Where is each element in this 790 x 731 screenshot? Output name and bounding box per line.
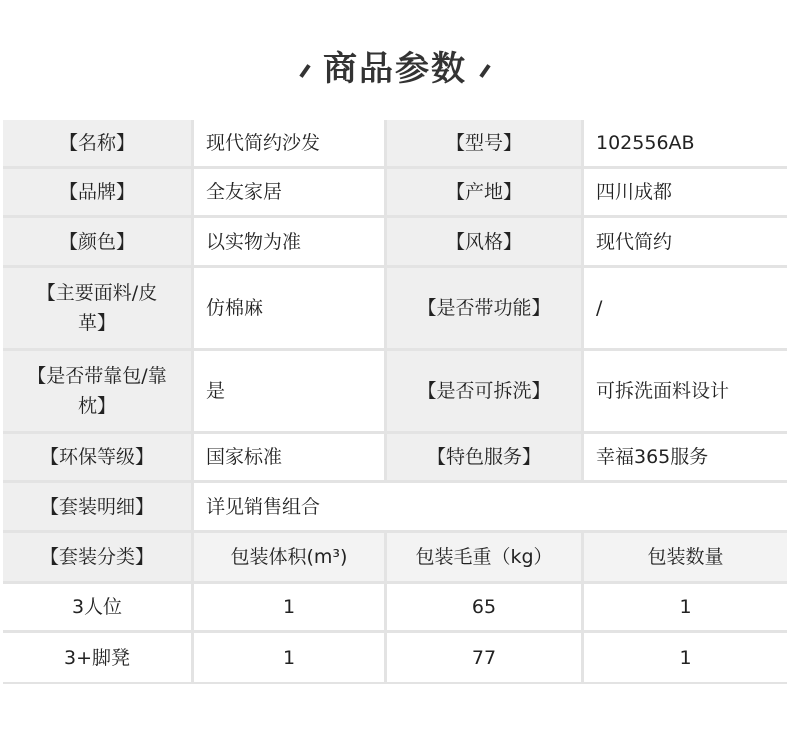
page-title: 商品参数 bbox=[323, 48, 467, 89]
label-color: 【颜色】 bbox=[3, 218, 191, 265]
label-origin: 【产地】 bbox=[387, 169, 581, 215]
label-washable: 【是否可拆洗】 bbox=[387, 351, 581, 431]
header-volume: 包装体积(m³) bbox=[194, 533, 384, 581]
label-function: 【是否带功能】 bbox=[387, 268, 581, 348]
value-name: 现代简约沙发 bbox=[194, 120, 384, 166]
label-material-line1: 【主要面料/皮 bbox=[36, 282, 158, 304]
label-cushion-line1: 【是否带靠包/靠 bbox=[27, 365, 167, 387]
table-row-1-category: 3人位 bbox=[3, 584, 191, 630]
label-set-detail: 【套装明细】 bbox=[3, 483, 191, 530]
table-row-2-quantity: 1 bbox=[584, 633, 787, 682]
title-right-mark bbox=[479, 64, 490, 78]
header-weight: 包装毛重（kg） bbox=[387, 533, 581, 581]
table-row-1-volume: 1 bbox=[194, 584, 384, 630]
value-model: 102556AB bbox=[584, 120, 787, 166]
params-table bbox=[3, 120, 787, 684]
label-material-line2: 革】 bbox=[77, 312, 116, 334]
value-function: / bbox=[584, 268, 787, 348]
label-brand: 【品牌】 bbox=[3, 169, 191, 215]
title-left-mark bbox=[299, 64, 310, 78]
value-cushion: 是 bbox=[194, 351, 384, 431]
label-name: 【名称】 bbox=[3, 120, 191, 166]
label-service: 【特色服务】 bbox=[387, 434, 581, 480]
value-material: 仿棉麻 bbox=[194, 268, 384, 348]
value-service: 幸福365服务 bbox=[584, 434, 787, 480]
table-row-2-weight: 77 bbox=[387, 633, 581, 682]
label-cushion-line2: 枕】 bbox=[77, 395, 116, 417]
label-cushion bbox=[3, 351, 191, 431]
table-row-1-weight: 65 bbox=[387, 584, 581, 630]
value-set-detail: 详见销售组合 bbox=[194, 483, 787, 530]
section-title bbox=[0, 40, 790, 90]
label-eco-grade: 【环保等级】 bbox=[3, 434, 191, 480]
value-brand: 全友家居 bbox=[194, 169, 384, 215]
value-washable: 可拆洗面料设计 bbox=[584, 351, 787, 431]
value-origin: 四川成都 bbox=[584, 169, 787, 215]
header-set-category: 【套装分类】 bbox=[3, 533, 191, 581]
label-model: 【型号】 bbox=[387, 120, 581, 166]
header-quantity: 包装数量 bbox=[584, 533, 787, 581]
table-row-2-category: 3+脚凳 bbox=[3, 633, 191, 682]
label-style: 【风格】 bbox=[387, 218, 581, 265]
table-row-2-volume: 1 bbox=[194, 633, 384, 682]
value-color: 以实物为准 bbox=[194, 218, 384, 265]
label-material bbox=[3, 268, 191, 348]
table-row-1-quantity: 1 bbox=[584, 584, 787, 630]
value-eco-grade: 国家标准 bbox=[194, 434, 384, 480]
value-style: 现代简约 bbox=[584, 218, 787, 265]
